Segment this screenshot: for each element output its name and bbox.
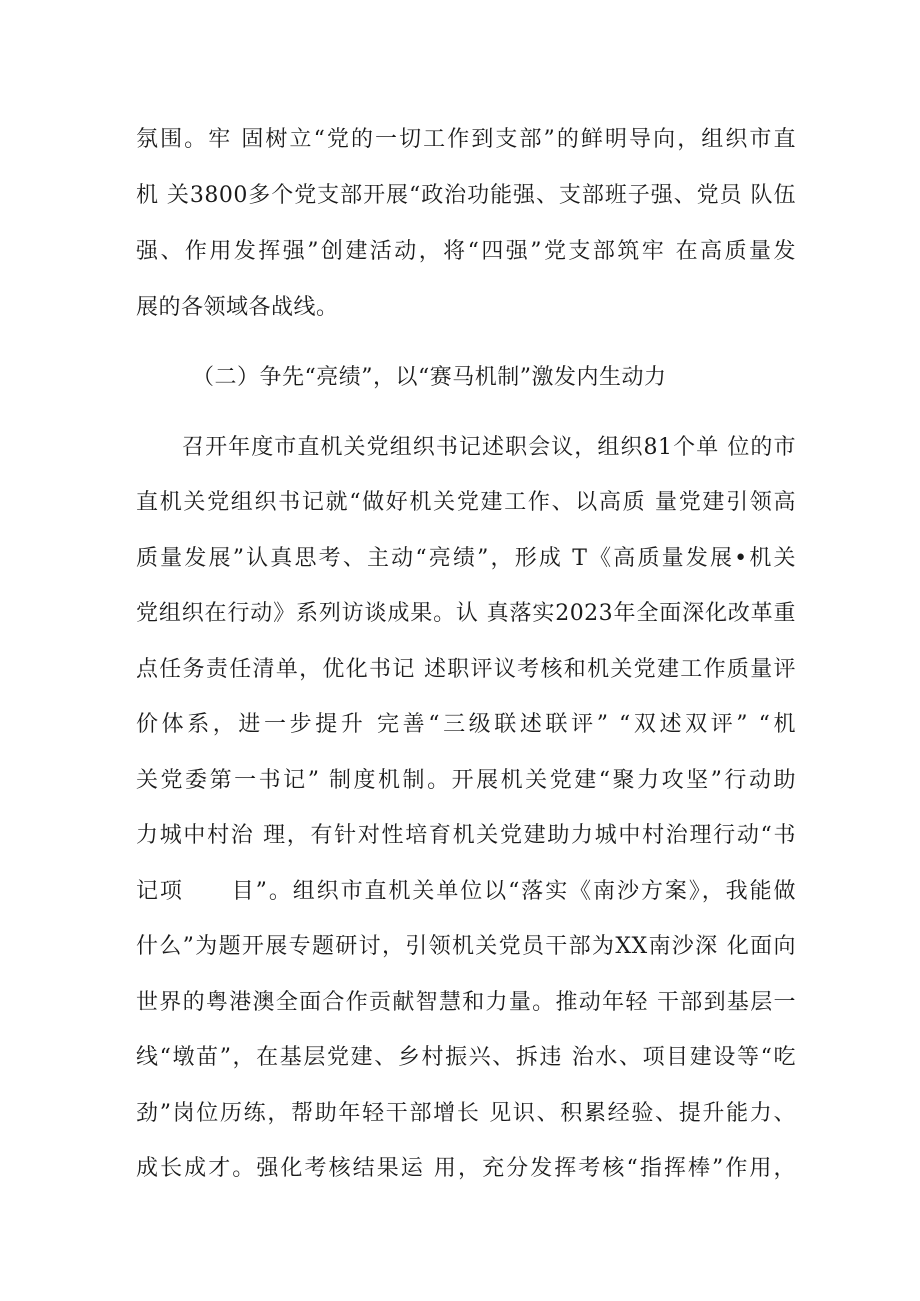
paragraph2-line: 什么”为题开展专题研讨，引领机关党员干部为XX南沙深 化面向 bbox=[136, 934, 796, 959]
paragraph1-line: 机 关3800多个党支部开展“政治功能强、支部班子强、党员 队伍 bbox=[136, 183, 796, 208]
paragraph2-line: 线“墩苗”，在基层党建、乡村振兴、拆违 治水、项目建设等“吃 bbox=[136, 1045, 796, 1070]
paragraph1-line: 强、作用发挥强”创建活动，将“四强”党支部筑牢 在高质量发 bbox=[136, 239, 796, 264]
paragraph1-line: 展的各领域各战线。 bbox=[136, 295, 339, 320]
paragraph2-line: 直机关党组织书记就“做好机关党建工作、以高质 量党建引领高 bbox=[136, 490, 796, 515]
paragraph2-line: 世界的粤港澳全面合作贡献智慧和力量。推动年轻 干部到基层一 bbox=[136, 990, 796, 1015]
paragraph1-line: 氛围。牢 固树立“党的一切工作到支部”的鲜明导向，组织市直 bbox=[136, 127, 796, 152]
paragraph2-line: 质量发展”认真思考、主动“亮绩”，形成 T《高质量发展•机关 bbox=[136, 546, 796, 571]
paragraph2-line: 点任务责任清单，优化书记 述职评议考核和机关党建工作质量评 bbox=[136, 657, 796, 682]
paragraph2-line: 党组织在行动》系列访谈成果。认 真落实2023年全面深化改革重 bbox=[136, 601, 796, 626]
paragraph2-line: 成长成才。强化考核结果运 用，充分发挥考核“指挥棒”作用， bbox=[136, 1156, 796, 1181]
paragraph2-line: 召开年度市直机关党组织书记述职会议，组织81个单 位的市 bbox=[182, 435, 796, 460]
paragraph2-line: 价体系，进一步提升 完善“三级联述联评” “双述双评” “机 bbox=[136, 712, 796, 737]
section-heading: （二）争先“亮绩”，以“赛马机制”激发内生动力 bbox=[192, 365, 667, 390]
paragraph2-line: 力城中村治 理，有针对性培育机关党建助力城中村治理行动“书 bbox=[136, 823, 796, 848]
paragraph2-line: 劲”岗位历练，帮助年轻干部增长 见识、积累经验、提升能力、 bbox=[136, 1101, 796, 1126]
paragraph2-line: 关党委第一书记” 制度机制。开展机关党建“聚力攻坚”行动助 bbox=[136, 768, 796, 793]
paragraph2-line: 记项 目”。组织市直机关单位以“落实《南沙方案》，我能做 bbox=[136, 879, 796, 904]
